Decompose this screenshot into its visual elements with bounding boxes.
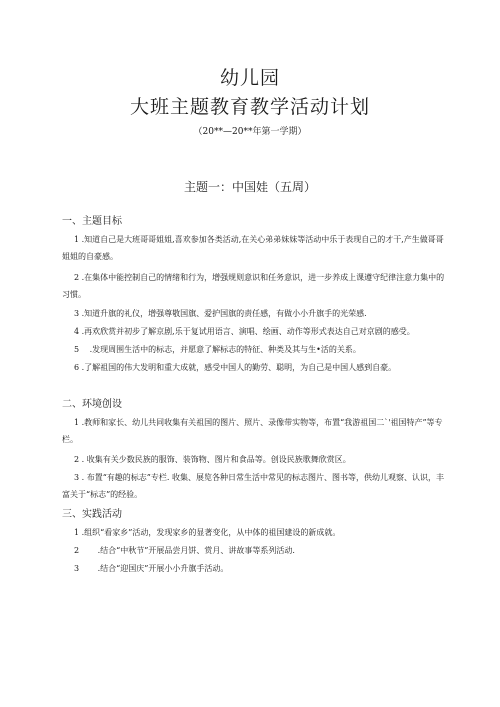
environment-paragraph-3: 3 . 布置“有趣的标志”专栏. 收集、展览各种日常生活中常见的标志图片、图书等，供幼儿观察、认识，丰富关于“标志”的经验。 (62, 473, 444, 499)
activity-paragraph-1: 1 .组织“看家乡”活动，发现家乡的显著变化，从中体的祖国建设的新成就。 (74, 528, 341, 537)
environment-paragraph-1: 1 .教师和家长、幼儿共同收集有关祖国的图片、照片、录像带实物等，布置“我游祖国二`'祖国特产”等专栏。 (62, 418, 443, 444)
activity-paragraph-2: 2 .结合“中秋节”开展品尝月饼、赏月、讲故事等系列活动. (74, 546, 295, 555)
activity-paragraph-3: 3 .结合“迎国庆”开展小小升旗手活动。 (74, 564, 229, 573)
theme-heading: 主题一：中国娃（五周） (183, 180, 316, 194)
goal-paragraph-5: 5 .发现周围生活中的标志，并愿意了解标志的特征、种类及其与生•活的关系。 (74, 345, 361, 354)
goal-paragraph-3: 3 .知道升旗的礼仪，增强尊敬国旗、爱护国旗的责任感，有做小小升旗手的光荣感. (74, 309, 367, 318)
section-heading-activities: 三、实践活动 (62, 509, 122, 520)
goal-paragraph-6: 6 .了解祖国的伟大发明和重大成就，感受中国人的勤劳、聪明，为自己是中国人感到自豪。 (74, 363, 397, 372)
goal-paragraph-4: 4 .再欢欣赏并初步了解京剧,乐于复试用语言、演唱、绘画、动作等形式表达自己对京剧的感受。 (74, 327, 415, 336)
goal-paragraph-1: 1 .知道自己是大班哥哥姐姐,喜欢参加各类活动,在关心弟弟妹妹等活动中乐于表现自己的才干,产生做哥哥姐姐的自豪感。 (62, 235, 444, 261)
school-title: 幼儿园 (219, 67, 280, 89)
environment-paragraph-2: 2 . 收集有关少数民族的服饰、装饰物、图片和食品等。创设民族歌舞欣赏区。 (74, 455, 351, 464)
plan-title: 大班主题教育教学活动计划 (129, 96, 370, 118)
goal-paragraph-2: 2 .在集体中能控制自己的情绪和行为，增强规则意识和任务意识，进一步养成上课遵守纪律注意力集中的习惯。 (62, 273, 445, 299)
section-heading-environment: 二、环境创设 (62, 399, 122, 410)
section-heading-goals: 一、主题目标 (62, 216, 122, 227)
semester-subtitle: （20**—20**年第一学期） (193, 127, 307, 137)
